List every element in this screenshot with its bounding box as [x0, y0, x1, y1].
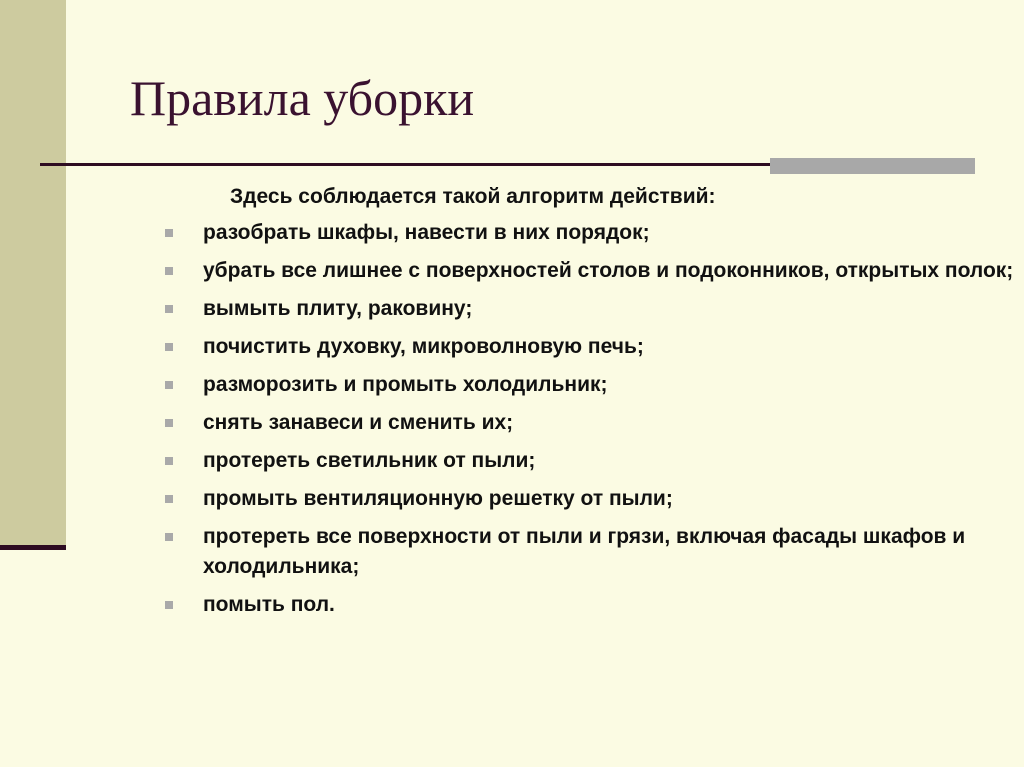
- intro-text: Здесь соблюдается такой алгоритм действий:: [230, 185, 716, 208]
- list-item: [158, 408, 1018, 438]
- list-item: [158, 590, 1018, 620]
- list-item: [158, 256, 1018, 286]
- list-item: [158, 484, 1018, 514]
- square-bullet-icon: [165, 419, 173, 427]
- square-bullet-icon: [165, 229, 173, 237]
- list-item-text: вымыть плиту, раковину;: [203, 297, 473, 320]
- square-bullet-icon: [165, 457, 173, 465]
- list-item: [158, 218, 1018, 248]
- square-bullet-icon: [165, 533, 173, 541]
- list-item: [158, 522, 1018, 582]
- list-item-text: разобрать шкафы, навести в них порядок;: [203, 221, 650, 244]
- slide-title: Правила уборки: [130, 70, 475, 126]
- list-item-text: убрать все лишнее с поверхностей столов и подоконников, открытых полок;: [203, 259, 1014, 282]
- list-item: [158, 332, 1018, 362]
- left-bar-divider: [0, 545, 66, 550]
- square-bullet-icon: [165, 343, 173, 351]
- list-item-text: снять занавеси и сменить их;: [203, 411, 514, 434]
- list-item-text: помыть пол.: [203, 593, 335, 616]
- list-item: [158, 370, 1018, 400]
- title-divider-accent: [770, 158, 975, 174]
- bullet-list: [158, 218, 1018, 628]
- list-item-text: почистить духовку, микроволновую печь;: [203, 335, 644, 358]
- list-item: [158, 294, 1018, 324]
- list-item-text: промыть вентиляционную решетку от пыли;: [203, 487, 673, 510]
- square-bullet-icon: [165, 305, 173, 313]
- square-bullet-icon: [165, 381, 173, 389]
- left-decorative-bar: [0, 0, 66, 546]
- square-bullet-icon: [165, 495, 173, 503]
- list-item-text: протереть светильник от пыли;: [203, 449, 536, 472]
- list-item-text: разморозить и промыть холодильник;: [203, 373, 608, 396]
- list-item: [158, 446, 1018, 476]
- square-bullet-icon: [165, 267, 173, 275]
- square-bullet-icon: [165, 601, 173, 609]
- list-item-text: протереть все поверхности от пыли и грязи, включая фасады шкафов и холодильника;: [203, 525, 966, 578]
